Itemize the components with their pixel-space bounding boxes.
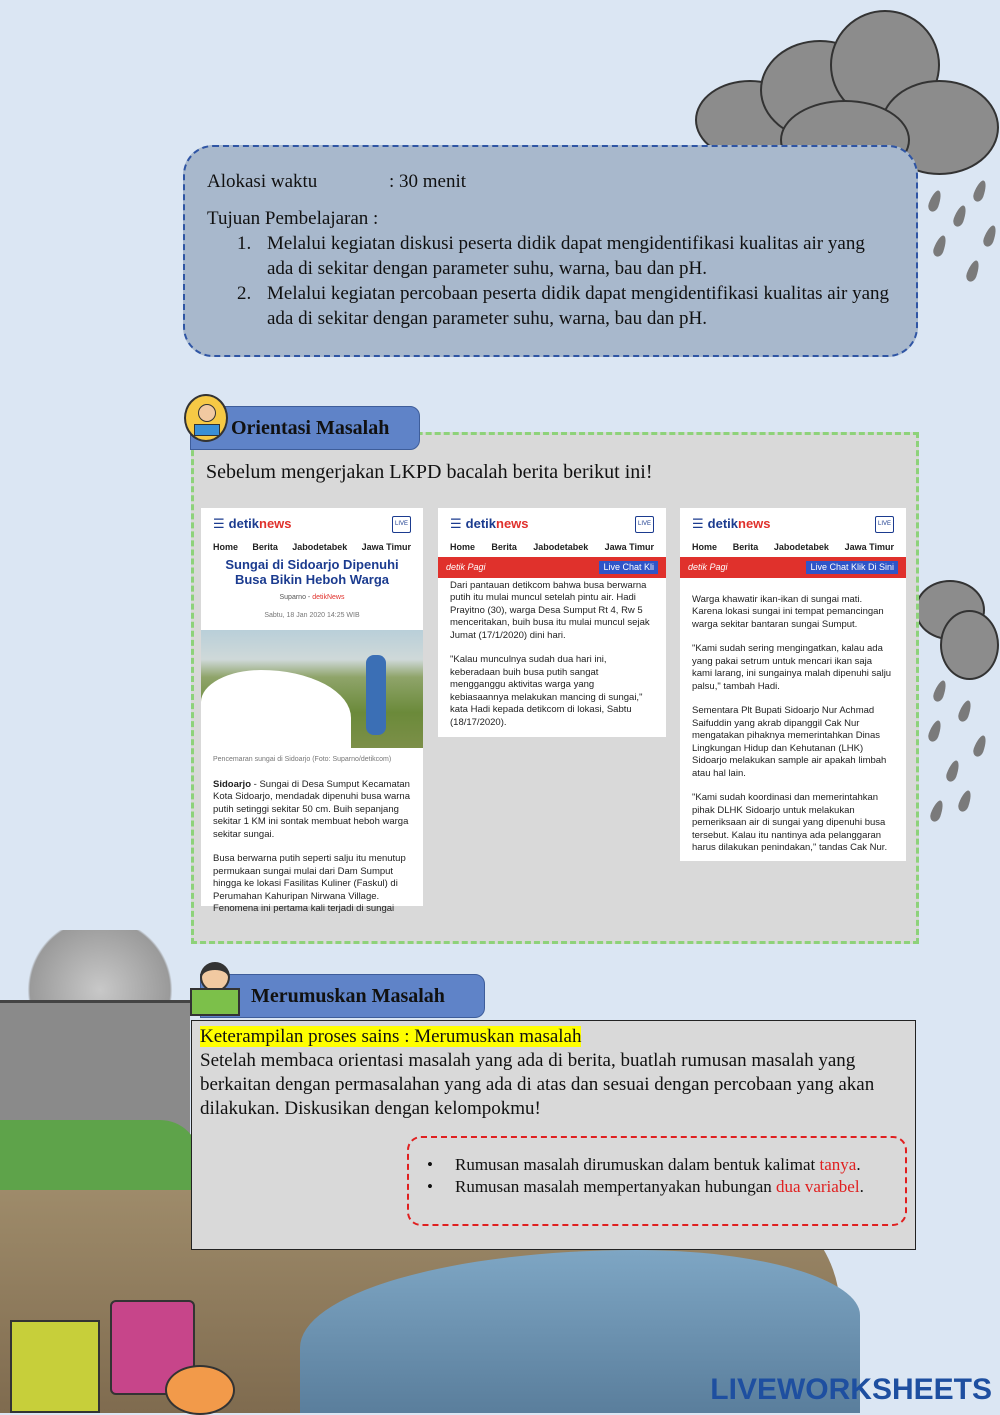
- nav-berita: Berita: [732, 541, 759, 552]
- news-headline: Sungai di Sidoarjo Dipenuhi Busa Bikin Heboh Warga: [225, 557, 399, 587]
- news-date: Sabtu, 18 Jan 2020 14:25 WIB: [264, 611, 360, 619]
- logo-text-a: detik: [228, 516, 259, 531]
- tip-text-end: .: [856, 1155, 861, 1174]
- logo-text-b: news: [259, 516, 292, 531]
- goal-text: Melalui kegiatan percobaan peserta didik dapat mengidentifikasi kualitas air yang ada di sekitar dengan parameter suhu, warna, bau dan pH.: [267, 283, 890, 329]
- news-paragraph: Warga khawatir ikan-ikan di sungai mati. Karena lokasi sungai ini tempat pemancingan warga sekitar bantaran sungai Sumput.: [692, 593, 884, 630]
- learning-goals: [207, 206, 894, 331]
- raindrop-icon: [972, 179, 989, 203]
- liveworksheets-logo: [710, 1373, 992, 1407]
- news-paragraph: "Kalau munculnya sudah dua hari ini, keberadaan buih busa putih sangat mengganggu aktivitas warga yang kebiasaannya melakukan mancing di sungai," kata Hadi kepada detikcom di lokasi, Sabtu (18/17/2020).: [450, 654, 643, 728]
- byline-author: Suparno -: [279, 594, 313, 601]
- news-byline: [201, 592, 423, 605]
- grass-bank: [0, 1120, 200, 1200]
- tip-text: [455, 1154, 861, 1176]
- orientation-title: Orientasi Masalah: [231, 416, 390, 439]
- dateline-location: Sidoarjo: [213, 778, 252, 790]
- live-tv-icon: LIVE: [392, 516, 411, 533]
- detiknews-logo: [450, 518, 529, 531]
- nav-jabodetabek: Jabodetabek: [773, 541, 829, 552]
- time-allocation-row: [207, 169, 894, 194]
- raindrop-icon: [929, 799, 946, 823]
- toxic-barrel: [10, 1320, 100, 1413]
- news-red-bar: [438, 557, 666, 578]
- news-paragraph: "Kami sudah koordinasi dan memerintahkan pihak DLHK Sidoarjo untuk melakukan pemeriksaan air di sungai yang dipenuhi busa tersebut. Kalau itu nantinya ada pelanggaran harus dilakukan penindakan," tandas Cak Nur.: [692, 792, 888, 853]
- raindrop-icon: [952, 204, 969, 228]
- news-red-bar: [680, 557, 906, 578]
- formulation-tips-box: [407, 1136, 907, 1226]
- live-tv-icon: LIVE: [875, 516, 894, 533]
- foam-shape: [201, 670, 351, 750]
- nav-jawa-timur: Jawa Timur: [361, 541, 411, 552]
- time-allocation-label: Alokasi waktu: [207, 171, 318, 192]
- skill-label: [200, 1025, 907, 1049]
- bullet-icon: •: [427, 1177, 433, 1196]
- live-tv-icon: LIVE: [635, 516, 654, 533]
- news-nav: [201, 537, 423, 558]
- tip-text-end: .: [859, 1177, 864, 1196]
- tip-item: [427, 1176, 887, 1198]
- raindrop-icon: [972, 734, 989, 758]
- orientation-instruction: Sebelum mengerjakan LKPD bacalah berita berikut ini!: [206, 461, 653, 483]
- goal-item: [237, 231, 894, 281]
- news-paragraph: Sementara Plt Bupati Sidoarjo Nur Achmad Saifuddin yang akrab dipanggil Cak Nur mengatakan pihaknya memerintahkan Dinas Lingkungan Hidup dan Kehutanan (LHK) Sidoarjo melakukan sample air apakah limbah atau hal lain.: [692, 705, 887, 779]
- goal-number: 2.: [237, 283, 252, 304]
- raindrop-icon: [957, 789, 974, 813]
- detiknews-logo: [213, 518, 292, 531]
- logo-text-b: news: [496, 516, 529, 531]
- nav-jawa-timur: Jawa Timur: [604, 541, 654, 552]
- learning-goals-label: Tujuan Pembelajaran :: [207, 208, 379, 229]
- nav-home: Home: [692, 541, 718, 552]
- byline-source: detikNews: [312, 594, 345, 601]
- nav-home: Home: [213, 541, 239, 552]
- raindrop-icon: [932, 679, 949, 703]
- raindrop-icon: [982, 224, 999, 248]
- nav-home: Home: [450, 541, 476, 552]
- raindrop-icon: [957, 699, 974, 723]
- tip-keyword: dua variabel: [776, 1177, 860, 1196]
- formulate-instruction: Setelah membaca orientasi masalah yang ada di berita, buatlah rumusan masalah yang berkaitan dengan permasalahan yang ada di atas dan sesuai dengan percobaan yang akan dilakukan. Diskusikan dengan kelompokmu!: [200, 1050, 875, 1119]
- nav-jabodetabek: Jabodetabek: [292, 541, 348, 552]
- skill-highlight: Keterampilan proses sains : Merumuskan masalah: [200, 1026, 582, 1047]
- detiknews-logo: [692, 518, 771, 531]
- raindrop-icon: [945, 759, 962, 783]
- tip-text-part: Rumusan masalah mempertanyakan hubungan: [455, 1177, 777, 1196]
- nav-berita: Berita: [491, 541, 517, 552]
- cloud-shape: [940, 610, 999, 680]
- formulate-problem-header: [200, 974, 485, 1018]
- news-paragraph: "Kami sudah sering mengingatkan, kalau ada yang pakai setrum untuk mencari ikan saja kami larang, ini sungainya malah dipenuhi salju palsu," tambah Hadi.: [692, 643, 892, 692]
- factory-silhouette: [0, 1000, 190, 1140]
- student-avatar-icon: [184, 394, 228, 442]
- news-nav: [680, 537, 906, 558]
- brand-text: LIVEWORKSHEETS: [710, 1373, 992, 1406]
- live-chat-label: Live Chat Klik Di Sini: [806, 561, 898, 574]
- news-paragraph: Dari pantauan detikcom bahwa busa berwarna putih itu mulai muncul setelah pintu air. Hadi Prayitno (30), warga Desa Sumput Rt 4, Rw 5 menceritakan, buih busa itu mulai muncul sejak Jumat (17/1/2020) dini hari.: [450, 579, 650, 641]
- goal-number: 1.: [237, 233, 252, 254]
- tip-item: [427, 1154, 887, 1176]
- bullet-icon: •: [427, 1155, 433, 1174]
- logo-text-b: news: [738, 516, 771, 531]
- news-paragraph: [201, 779, 423, 842]
- river-foam-photo: [201, 630, 423, 748]
- lead-text: - Sungai di Desa Sumput Kecamatan Kota Sidoarjo, mendadak dipenuhi busa warna putih setinggi sekitar 50 cm. Buih sepanjang sekitar 1 KM ini sontak membuat heboh warga sekitar sungai.: [213, 778, 410, 840]
- nav-berita: Berita: [252, 541, 278, 552]
- menu-icon: ☰: [692, 516, 704, 531]
- goal-text: Melalui kegiatan diskusi peserta didik dapat mengidentifikasi kualitas air yang ada di sekitar dengan parameter suhu, warna, bau dan pH.: [267, 233, 865, 279]
- news-nav: [438, 537, 666, 558]
- news-paragraph: Busa berwarna putih seperti salju itu menutup permukaan sungai mulai dari Dam Sumput hingga ke lokasi Fasilitas Kuliner (Faskul) di Perumahan Kahuripan Nirwana Village. Fenomena ini pertama kali terjadi di sungai: [213, 853, 406, 914]
- nav-jawa-timur: Jawa Timur: [844, 541, 894, 552]
- tip-text: [455, 1176, 864, 1198]
- formulate-problem-title: Merumuskan Masalah: [251, 984, 445, 1007]
- orange-ball: [165, 1365, 235, 1415]
- child-figure: [366, 655, 386, 735]
- news-article-1: [201, 508, 423, 914]
- menu-icon: ☰: [450, 516, 462, 531]
- news-article-3: [680, 508, 906, 861]
- raindrop-icon: [932, 234, 949, 258]
- menu-icon: ☰: [213, 516, 225, 531]
- bar-left-label: detik Pagi: [688, 562, 728, 572]
- logo-text-a: detik: [465, 516, 496, 531]
- learning-info-box: [183, 145, 918, 357]
- logo-text-a: detik: [707, 516, 738, 531]
- raindrop-icon: [965, 259, 982, 283]
- reading-student-icon: [190, 962, 240, 1018]
- nav-jabodetabek: Jabodetabek: [533, 541, 589, 552]
- live-chat-label: Live Chat Kli: [599, 561, 658, 574]
- tip-text-part: Rumusan masalah dirumuskan dalam bentuk kalimat: [455, 1155, 820, 1174]
- time-allocation-value: : 30 menit: [389, 171, 467, 192]
- news-article-2: [438, 508, 666, 737]
- photo-caption: Pencemaran sungai di Sidoarjo (Foto: Suparno/detikcom): [213, 756, 392, 763]
- tip-keyword: tanya: [819, 1155, 857, 1174]
- bar-left-label: detik Pagi: [446, 562, 486, 572]
- raindrop-icon: [927, 719, 944, 743]
- raindrop-icon: [927, 189, 944, 213]
- goal-item: [237, 281, 894, 331]
